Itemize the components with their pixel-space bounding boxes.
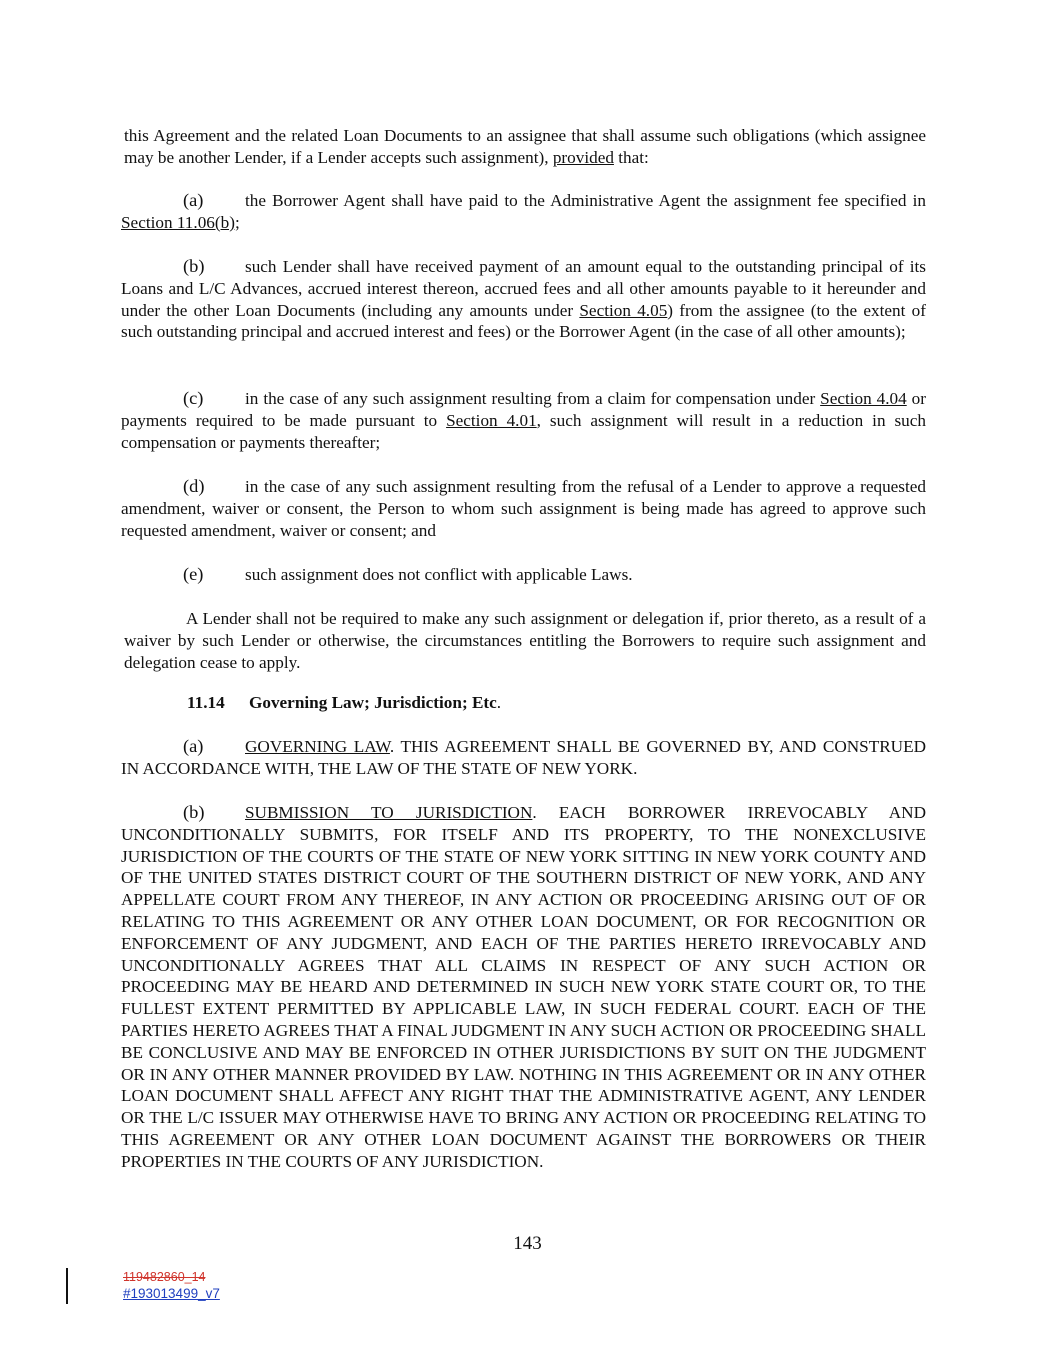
clause-b: (b) such Lender shall have received payment of an amount equal to the outstanding principal of its Loans and L/C Advances, accrued interest thereon, accrued fees and all other amounts payable to it hereunder and under the other Loan Documents (including any amounts under Section 4.05) from the assignee (to the extent of such outstanding principal and accrued interest and fees) or the Borrower Agent (in the case of all other amounts); <box>121 256 926 342</box>
intro-text: this Agreement and the related Loan Documents to an assignee that shall assume such obligations (which assignee may be another Lender, if a Lender accepts such assignment), <box>124 126 926 167</box>
intro-paragraph <box>124 125 926 169</box>
governing-law-label: (a) <box>183 736 204 756</box>
clause-d-label: (d) <box>183 476 205 496</box>
submission-clause <box>121 802 926 1173</box>
submission-label: (b) <box>183 802 205 822</box>
clause-a-label: (a) <box>183 190 204 210</box>
page-number: 143 <box>513 1233 542 1254</box>
clause-d <box>121 476 926 541</box>
governing-law-heading: GOVERNING LAW <box>245 737 390 756</box>
section-4-04-link[interactable]: Section 4.04 <box>820 389 907 408</box>
lender-paragraph-text: A Lender shall not be required to make any such assignment or delegation if, prior thereto, as a result of a waiver by such Lender or otherwise, the circumstances entitling the Borrowers to require such assignment and delegation cease to apply. <box>124 609 926 672</box>
governing-law-clause <box>121 736 926 780</box>
section-4-01-link[interactable]: Section 4.01 <box>446 410 537 430</box>
section-number: 11.14 <box>187 693 225 712</box>
clause-d-text: in the case of any such assignment resulting from the refusal of a Lender to approve a requested amendment, waiver or consent, the Person to whom such assignment is being made has agreed to approve such requested amendment, waiver or consent; and <box>121 477 926 540</box>
clause-e <box>121 564 926 586</box>
clause-a: (a) the Borrower Agent shall have paid to the Administrative Agent the assignment fee specified in Section 11.06(b); <box>121 190 926 232</box>
lender-paragraph <box>124 608 926 673</box>
section-4-05-link[interactable]: Section 4.05 <box>579 300 668 320</box>
clause-c-label: (c) <box>183 388 204 408</box>
change-bar <box>66 1268 68 1304</box>
provided-term: provided <box>552 147 614 167</box>
section-title: Governing Law; Jurisdiction; Etc <box>249 693 497 712</box>
clause-e-text: such assignment does not conflict with applicable Laws. <box>245 565 633 584</box>
section-heading: 11.14 Governing Law; Jurisdiction; Etc. <box>187 693 502 712</box>
clause-e-label: (e) <box>183 564 204 584</box>
clause-a-text: the Borrower Agent shall have paid to the Administrative Agent the assignment fee specified in <box>245 191 926 210</box>
new-document-id[interactable]: #193013499_v7 <box>123 1286 220 1301</box>
governing-law-text: . THIS AGREEMENT SHALL BE GOVERNED BY, AND CONSTRUED IN ACCORDANCE WITH, THE LAW OF THE STATE OF NEW YORK. <box>121 737 926 778</box>
submission-heading: SUBMISSION TO JURISDICTION <box>245 803 533 822</box>
section-11-06b-link[interactable]: Section 11.06(b) <box>121 212 235 232</box>
clause-b-text: such Lender shall have received payment of an amount equal to the outstanding principal of its Loans and L/C Advances, accrued interest thereon, accrued fees and all other amounts payable to it hereunder and under the other Loan Documents (including any amounts under <box>121 257 926 320</box>
intro-tail: that: <box>613 147 649 167</box>
clause-b-label: (b) <box>183 256 205 276</box>
submission-text: . EACH BORROWER IRREVOCABLY AND UNCONDITIONALLY SUBMITS, FOR ITSELF AND ITS PROPERTY, TO THE NONEXCLUSIVE JURISDICTION OF THE COURTS OF THE STATE OF NEW YORK SITTING IN NEW YORK COUNTY AND OF THE UNITED STATES DISTRICT COURT OF THE SOUTHERN DISTRICT OF NEW YORK, AND ANY APPELLATE COURT FROM ANY THEREOF, IN ANY ACTION OR PROCEEDING ARISING OUT OF OR RELATING TO THIS AGREEMENT OR ANY OTHER LOAN DOCUMENT, OR FOR RECOGNITION OR ENFORCEMENT OF ANY JUDGMENT, AND EACH OF THE PARTIES HERETO IRREVOCABLY AND UNCONDITIONALLY AGREES THAT ALL CLAIMS IN RESPECT OF ANY SUCH ACTION OR PROCEEDING MAY BE HEARD AND DETERMINED IN SUCH NEW YORK STATE COURT OR, TO THE FULLEST EXTENT PERMITTED BY APPLICABLE LAW, IN SUCH FEDERAL COURT. EACH OF THE PARTIES HERETO AGREES THAT A FINAL JUDGMENT IN ANY SUCH ACTION OR PROCEEDING SHALL BE CONCLUSIVE AND MAY BE ENFORCED IN OTHER JURISDICTIONS BY SUIT ON THE JUDGMENT OR IN ANY OTHER MANNER PROVIDED BY LAW. NOTHING IN THIS AGREEMENT OR IN ANY OTHER LOAN DOCUMENT SHALL AFFECT ANY RIGHT THAT THE ADMINISTRATIVE AGENT, ANY LENDER OR THE L/C ISSUER MAY OTHERWISE HAVE TO BRING ANY ACTION OR PROCEEDING RELATING TO THIS AGREEMENT OR ANY OTHER LOAN DOCUMENT AGAINST THE BORROWERS OR THEIR PROPERTIES IN THE COURTS OF ANY JURISDICTION. <box>121 803 927 1171</box>
clause-c: (c) in the case of any such assignment resulting from a claim for compensation under Section 4.04 or payments required to be made pursuant to Section 4.01, such assignment will result in a reduction in such compensation or payments thereafter; <box>121 388 926 452</box>
clause-c-text: in the case of any such assignment resulting from a claim for compensation under <box>245 389 821 408</box>
old-document-id: 119482860_14 <box>123 1270 206 1284</box>
